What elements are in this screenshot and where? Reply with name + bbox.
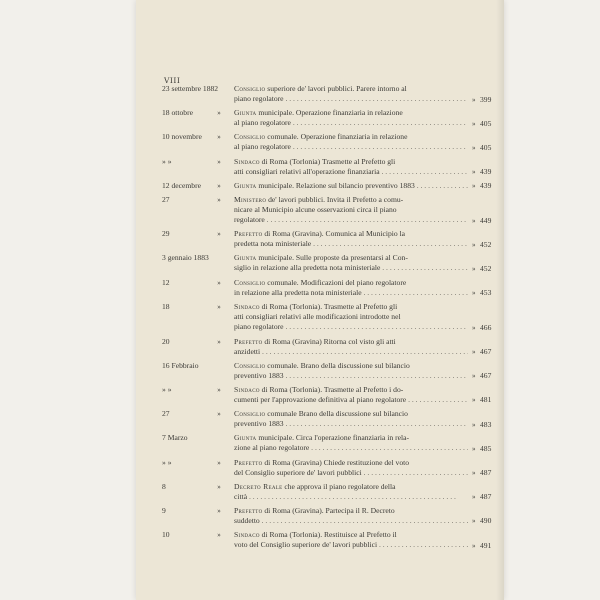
ditto-mark: »: [217, 133, 221, 142]
description-line: al piano regolatore . . .: [234, 142, 468, 152]
entry-description: [234, 458, 468, 478]
entry-author: Prefetto: [234, 457, 263, 467]
entry-author: Giunta: [234, 253, 257, 263]
description-line: predetta nota ministeriale . . .: [234, 239, 468, 249]
entry-author: Consiglio: [234, 360, 266, 370]
description-line: voto del Consiglio superiore de' lavori pubblici . . .: [234, 540, 468, 550]
ditto-mark: »: [217, 230, 221, 239]
entry-description: [234, 482, 468, 502]
entry-author: Sindaco: [234, 156, 260, 166]
ditto-mark: »: [217, 181, 221, 190]
entry-description: [234, 385, 468, 405]
description-line: nicare al Municipio alcune osservazioni circa il piano: [234, 204, 397, 214]
entry-author: Ministero: [234, 194, 267, 204]
ditto-mark: »: [217, 195, 221, 204]
page-folio: VIII: [164, 76, 181, 85]
description-line: suddetto . . .: [234, 516, 468, 526]
description-line: piano regolatore . . .: [234, 322, 468, 332]
entry-description: [234, 229, 468, 249]
entry-description: [234, 433, 468, 453]
leader-arrow: »: [472, 348, 476, 356]
ditto-mark: »: [217, 302, 221, 311]
entry-date: 7 Marzo: [162, 433, 188, 443]
entry-date: » »: [162, 457, 172, 467]
entry-date: 27: [162, 194, 170, 204]
description-line: Ministero de' lavori pubblici. Invita il Prefetto a comu-: [234, 194, 404, 204]
description-line: Consiglio comunale. Modificazioni del piano regolatore: [234, 277, 407, 287]
description-line: Sindaco di Roma (Torlonia). Trasmette al Prefetto i do-: [234, 384, 404, 394]
description-line: Prefetto di Roma (Gravina) Chiede restituzione del voto: [234, 457, 410, 467]
description-line: Giunta municipale. Relazione sul bilancio preventivo 1883 . . .: [234, 181, 468, 191]
ditto-mark: »: [217, 506, 221, 515]
leader-arrow: »: [472, 168, 476, 177]
entry-author: Sindaco: [234, 530, 260, 540]
leader-arrow: »: [472, 541, 476, 550]
description-line: Prefetto di Roma (Gravina). Partecipa il R. Decreto: [234, 505, 395, 515]
leader-arrow: »: [472, 216, 476, 225]
entry-date: 12: [162, 277, 170, 287]
leader-arrow: »: [472, 323, 476, 332]
entry-description: [234, 253, 468, 273]
entry-description: [234, 84, 468, 104]
entry-author: Sindaco: [234, 384, 260, 394]
ditto-mark: »: [217, 278, 221, 287]
description-line: Giunta municipale. Sulle proposte da presentarsi al Con-: [234, 253, 408, 263]
entry-author: Prefetto: [234, 505, 263, 515]
entry-date: 18 ottobre: [162, 108, 194, 118]
entry-description: [234, 132, 468, 152]
entry-description: [234, 506, 468, 526]
page-number: 487: [480, 492, 492, 502]
description-line: regolatore . . .: [234, 215, 468, 225]
page-number: 453: [480, 288, 492, 298]
entry-author: Prefetto: [234, 336, 263, 346]
page-number: 487: [480, 468, 492, 477]
leader-arrow: »: [472, 420, 476, 429]
entry-description: [234, 181, 468, 191]
description-line: Prefetto di Roma (Gravina). Comunica al Municipio la: [234, 229, 406, 239]
description-line: siglio in relazione alla predetta nota ministeriale . . .: [234, 263, 468, 273]
ditto-mark: »: [217, 410, 221, 419]
leader-arrow: »: [472, 95, 476, 104]
description-line: città . . .: [234, 492, 468, 502]
ditto-mark: »: [217, 109, 221, 118]
entry-description: [234, 157, 468, 177]
description-line: Consiglio superiore de' lavori pubblici. Parere intorno al: [234, 84, 407, 93]
page-number: 449: [480, 215, 492, 225]
description-line: anzidetti . . .: [234, 347, 468, 357]
description-line: piano regolatore . . .: [234, 94, 468, 104]
page-number: 481: [480, 395, 492, 405]
entry-author: Giunta: [234, 433, 257, 443]
description-line: Consiglio comunale Brano della discussione sul bilancio: [234, 409, 408, 419]
entry-author: Sindaco: [234, 301, 260, 311]
entry-date: 12 decembre: [162, 180, 202, 190]
entry-date: 3 gennaio 1883: [162, 253, 209, 263]
page-number: 452: [480, 263, 492, 273]
page-number: 439: [480, 180, 492, 190]
description-line: Decreto Reale che approva il piano regolatore della: [234, 481, 396, 491]
description-line: Sindaco di Roma (Torlonia) Trasmette al Prefetto gli: [234, 156, 396, 166]
entry-author: Consiglio: [234, 409, 266, 419]
entry-date: 18: [162, 301, 170, 311]
page-number: 405: [480, 118, 492, 128]
page-number: 485: [480, 443, 492, 453]
description-line: del Consiglio superiore de' lavori pubblici . . .: [234, 468, 468, 478]
description-line: Giunta municipale. Circa l'operazione finanziaria in rela-: [234, 433, 409, 443]
leader-arrow: »: [472, 396, 476, 405]
leader-arrow: »: [472, 143, 476, 152]
entry-date: 8: [162, 481, 166, 491]
ditto-mark: »: [217, 531, 221, 540]
leader-arrow: »: [472, 372, 476, 381]
entry-author: Consiglio: [234, 132, 266, 142]
leader-arrow: »: [472, 119, 476, 128]
leader-arrow: »: [472, 517, 476, 526]
entry-description: [234, 409, 468, 429]
description-line: atti consigliari relativi alle modificazioni introdotte nel: [234, 311, 401, 321]
leader-arrow: »: [472, 264, 476, 273]
page-number: 399: [480, 94, 492, 104]
entry-date: 27: [162, 409, 170, 419]
leader-arrow: »: [472, 240, 476, 249]
description-line: Sindaco di Roma (Torlonia). Trasmette al Prefetto gli: [234, 301, 398, 311]
description-line: preventivo 1883 . . .: [234, 419, 468, 429]
entry-author: Prefetto: [234, 229, 263, 239]
entry-date: 9: [162, 505, 166, 515]
page-number: 483: [480, 419, 492, 429]
leader-arrow: »: [472, 444, 476, 453]
entry-date: » »: [162, 384, 172, 394]
description-line: cumenti per l'approvazione definitiva al piano regolatore . . .: [234, 395, 468, 405]
book-page: [136, 0, 504, 600]
page-number: 439: [480, 167, 492, 177]
description-line: preventivo 1883 . . .: [234, 371, 468, 381]
description-line: zione al piano regolatore . . .: [234, 443, 468, 453]
entry-description: [234, 530, 468, 550]
entry-date: 10 novembre: [162, 132, 202, 142]
ditto-mark: »: [217, 157, 221, 166]
description-line: Giunta municipale. Operazione finanziaria in relazione: [234, 108, 403, 118]
description-line: atti consigliari relativi all'operazione finanziaria . . .: [234, 167, 468, 177]
description-line: Sindaco di Roma (Torlonia). Restituisce al Prefetto il: [234, 530, 397, 540]
entry-date: 20: [162, 336, 170, 346]
description-line: al piano regolatore . . .: [234, 118, 468, 128]
entry-date: 29: [162, 229, 170, 239]
entry-author: Consiglio: [234, 84, 266, 93]
page-number: 405: [480, 142, 492, 152]
page-shadow: [496, 0, 504, 600]
ditto-mark: »: [217, 337, 221, 346]
entry-date: 10: [162, 530, 170, 540]
description-line: Prefetto di Roma (Gravina) Ritorna col visto gli atti: [234, 336, 396, 346]
entry-date: 16 Febbraio: [162, 360, 199, 370]
page-number: 491: [480, 540, 492, 550]
page-number: 467: [480, 371, 492, 381]
entry-author: Consiglio: [234, 277, 266, 287]
entry-author: Decreto Reale: [234, 481, 283, 491]
entry-author: Giunta: [234, 180, 257, 190]
ditto-mark: »: [217, 458, 221, 467]
entry-description: [234, 195, 468, 225]
description-line: in relazione alla predetta nota ministeriale . . .: [234, 288, 468, 298]
entry-date: 23 settembre 1882: [162, 84, 219, 93]
entry-date: » »: [162, 156, 172, 166]
page-number: 452: [480, 239, 492, 249]
leader-arrow: »: [472, 493, 476, 502]
entry-description: [234, 108, 468, 128]
entry-description: [234, 302, 468, 332]
entry-author: Giunta: [234, 108, 257, 118]
entry-description: [234, 337, 468, 357]
entry-description: [234, 361, 468, 381]
description-line: Consiglio comunale. Operazione finanziaria in relazione: [234, 132, 408, 142]
page-number: 467: [480, 347, 492, 356]
page-number: 466: [480, 322, 492, 332]
leader-arrow: »: [472, 181, 476, 190]
description-line: Consiglio comunale. Brano della discussione sul bilancio: [234, 360, 410, 370]
ditto-mark: »: [217, 385, 221, 394]
page-number: 490: [480, 516, 492, 526]
leader-arrow: »: [472, 289, 476, 298]
entry-description: [234, 278, 468, 298]
ditto-mark: »: [217, 482, 221, 491]
leader-arrow: »: [472, 469, 476, 477]
